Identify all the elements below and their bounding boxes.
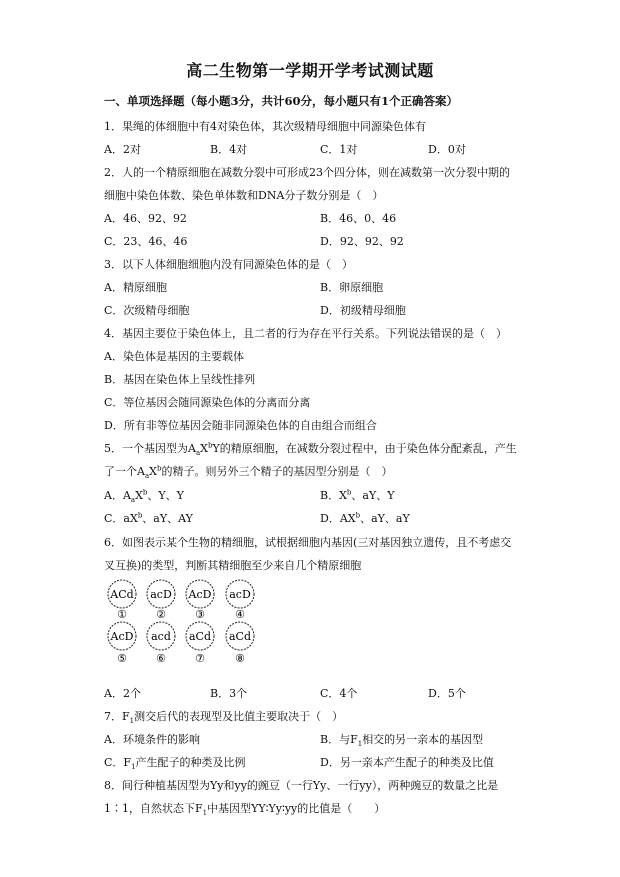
q6-stem-line1: 6．如图表示某个生物的精细胞，试根据细胞内基因(三对基因独立遗传，且不考虑交 (104, 536, 512, 549)
q4-option-a: A．染色体是基因的主要载体 (104, 350, 244, 363)
cell-3-genes: AcD (188, 588, 212, 601)
q3-stem: 3．以下人体细胞细胞内没有同源染色体的是（ ） (104, 258, 353, 271)
q6-option-b: B．3个 (210, 687, 248, 700)
q7-option-b: B．与$F_1$相交的另一亲本的基因型 (320, 733, 484, 749)
q3-option-a: A．精原细胞 (104, 281, 167, 294)
q8-stem-line1: 8．间行种植基因型为Yy和yy的豌豆（一行Yy、一行yy），两种豌豆的数量之比是 (104, 779, 499, 792)
q1-option-b: B．4对 (210, 143, 248, 156)
sperm-cells-figure (100, 578, 270, 670)
section-heading: 一、单项选择题（每小题3分，共计60分，每小题只有1个正确答案） (104, 94, 459, 108)
q3-option-b: B．卵原细胞 (320, 281, 384, 294)
cell-3 (186, 580, 214, 621)
q2-option-d: D．92、92、92 (320, 235, 404, 248)
q7-option-a: A．环境条件的影响 (104, 733, 200, 746)
q5-stem-line1: 5．一个基因型为$A_aX^bY$的精原细胞，在减数分裂过程中，由于染色体分配紊乱，产生 (104, 441, 517, 458)
q2-option-c: C．23、46、46 (104, 235, 188, 248)
q1-option-d: D．0对 (428, 143, 466, 156)
q5-option-b: B．$X^b$、aY、Y (320, 488, 395, 502)
q6-option-a: A．2个 (104, 687, 141, 700)
cell-7 (186, 622, 214, 665)
cell-7-number: ⑦ (195, 652, 205, 665)
cell-5 (108, 622, 136, 665)
q2-option-a: A．46、92、92 (104, 212, 187, 225)
cell-5-number: ⑤ (117, 652, 127, 665)
q7-stem: 7．$F_1$测交后代的表现型及比值主要取决于（ ） (104, 710, 344, 726)
cell-6 (147, 622, 175, 665)
cell-8-genes: aCd (228, 630, 252, 643)
cell-4 (226, 580, 254, 621)
q2-stem-line2: 细胞中染色体数、染色单体数和DNA分子数分别是（ ） (104, 189, 384, 202)
cell-4-number: ④ (235, 608, 245, 621)
q6-option-c: C．4个 (320, 687, 358, 700)
q6-option-d: D．5个 (428, 687, 466, 700)
q1-option-c: C．1对 (320, 143, 358, 156)
cell-8-number: ⑧ (235, 652, 245, 665)
cell-3-number: ③ (195, 608, 205, 621)
q5-option-c: C．$aX^b$、aY、AY (104, 511, 193, 525)
page-title: 高二生物第一学期开学考试测试题 (186, 61, 434, 80)
q4-option-c: C．等位基因会随同源染色体的分离而分离 (104, 396, 311, 409)
cell-2 (147, 580, 175, 621)
q5-stem-line2: 了一个$A_aX^b$的精子。则另外三个精子的基因型分别是（ ） (104, 464, 393, 481)
cell-1-number: ① (117, 608, 127, 621)
q1-stem: 1．果绳的体细胞中有4对染色体，其次级精母细胞中同源染色体有 (104, 120, 426, 133)
q8-stem-line2: 1∶1，自然状态下$F_1$中基因型YY∶Yy∶yy的比值是（ ） (104, 802, 386, 818)
cell-5-genes: AcD (110, 630, 134, 643)
q1-option-a: A．2对 (104, 143, 141, 156)
cell-7-genes: aCd (188, 630, 212, 643)
cell-6-genes: acd (151, 630, 171, 643)
q3-option-c: C．次级精母细胞 (104, 304, 190, 317)
cell-6-number: ⑥ (156, 652, 166, 665)
q4-option-b: B．基因在染色体上呈线性排列 (104, 373, 256, 386)
q4-stem: 4．基因主要位于染色体上，且二者的行为存在平行关系。下列说法错误的是（ ） (104, 327, 507, 340)
q5-option-d: D．$AX^b$、aY、aY (320, 511, 410, 525)
q7-option-d: D．另一亲本产生配子的种类及比值 (320, 756, 494, 769)
q2-option-b: B．46、0、46 (320, 212, 397, 225)
q7-option-c: C．$F_1$产生配子的种类及比例 (104, 756, 246, 772)
q2-stem-line1: 2．人的一个精原细胞在减数分裂中可形成23个四分体，则在减数第一次分裂中期的 (104, 166, 510, 179)
q6-stem-line2: 叉互换)的类型，判断其精细胞至少来自几个精原细胞 (104, 559, 362, 572)
cell-1 (108, 580, 136, 621)
cell-4-genes: acD (229, 588, 251, 601)
cell-1-genes: ACd (110, 588, 134, 601)
cell-2-number: ② (156, 608, 166, 621)
cell-2-genes: acD (150, 588, 172, 601)
cell-8 (226, 622, 254, 665)
q4-option-d: D．所有非等位基因会随非同源染色体的自由组合而组合 (104, 419, 377, 432)
q5-option-a: A．$A_aX^b$、Y、Y (104, 488, 184, 505)
q3-option-d: D．初级精母细胞 (320, 304, 406, 317)
